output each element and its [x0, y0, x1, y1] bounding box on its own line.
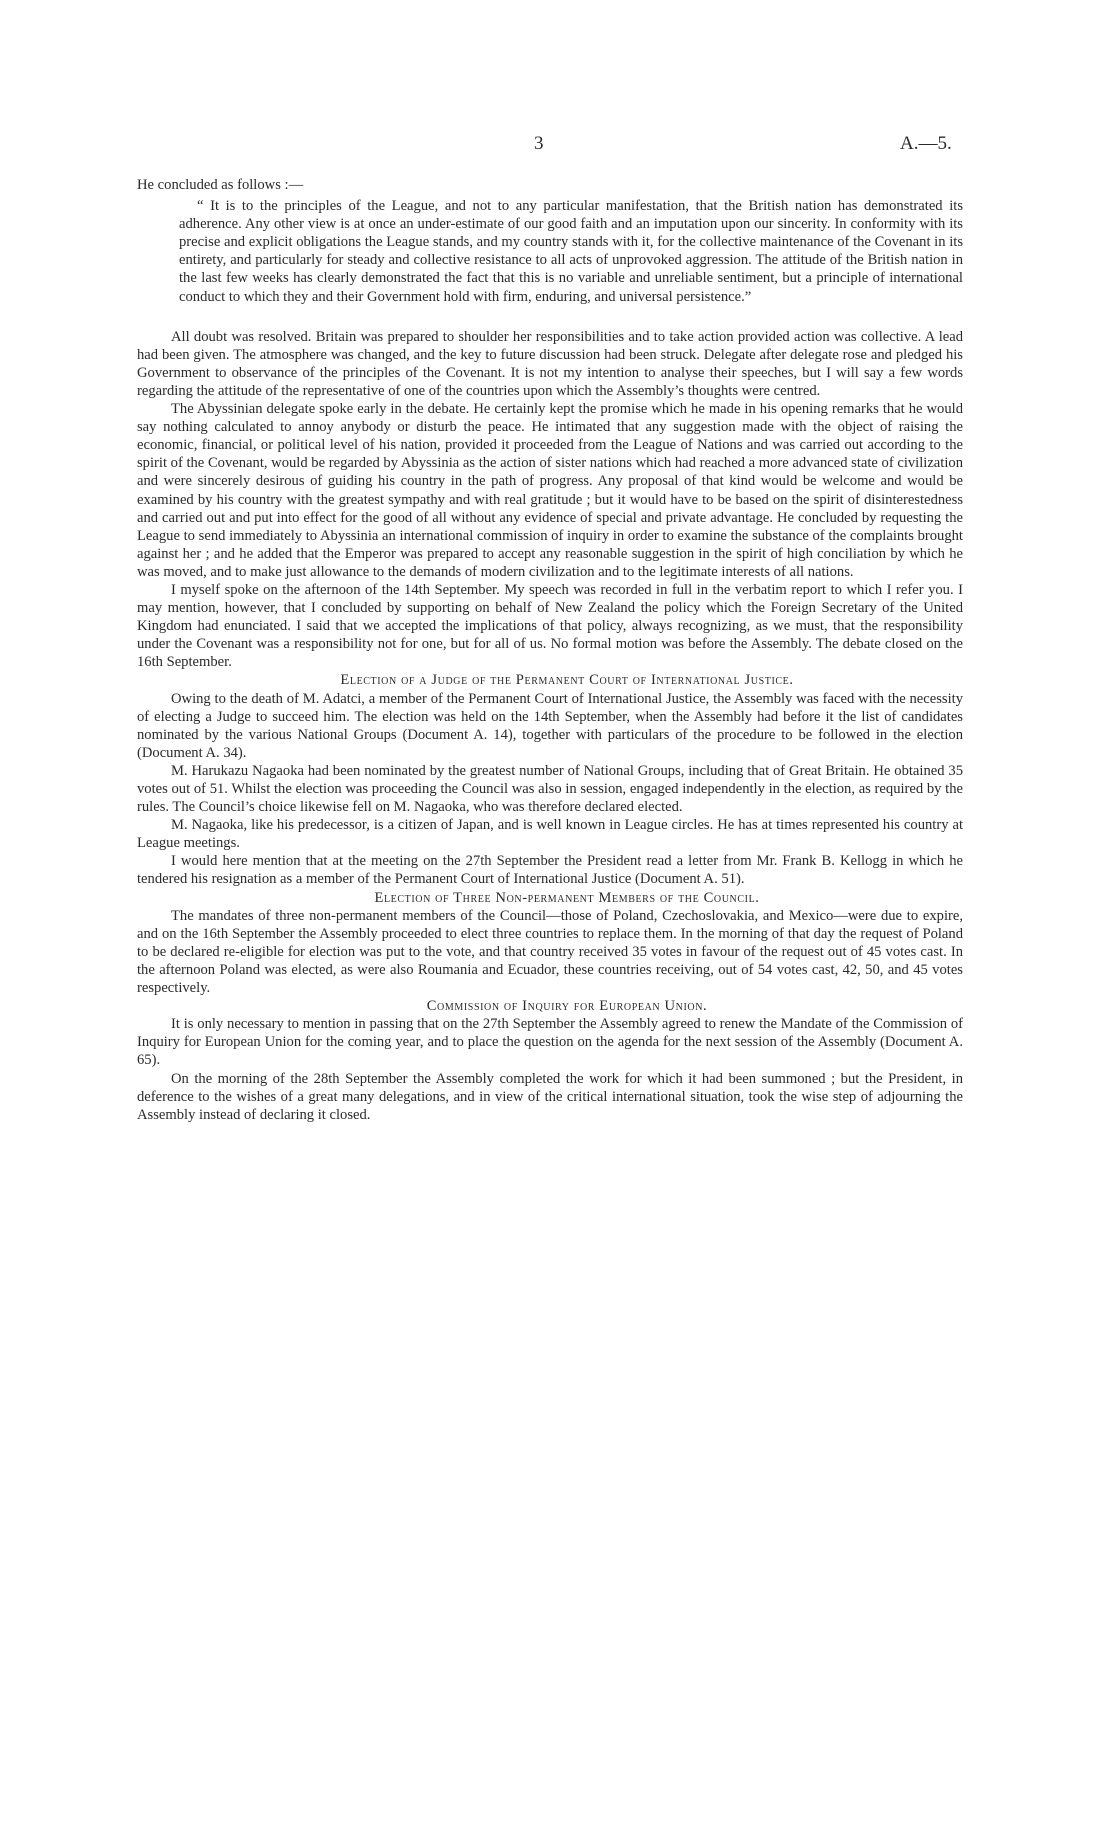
paragraph: I myself spoke on the afternoon of the 14th September. My speech was recorded in full in the verbatim report to which I refer you. I may mention, however, that I concluded by supporting on behalf of New Zealand the policy which the Foreign Secretary of the United Kingdom had enunciated. I said that we accepted the implications of that policy, always recognizing, as we must, that the responsibility under the Covenant was a responsibility not for one, but for all of us. No formal motion was before the Assembly. The debate closed on the 16th September.	[137, 581, 963, 671]
paragraph: Owing to the death of M. Adatci, a member of the Permanent Court of International Justice, the Assembly was faced with the necessity of electing a Judge to succeed him. The election was held on the 14th September, when the Assembly had before it the list of candidates nominated by the various National Groups (Document A. 14), together with particulars of the procedure to be followed in the election (Document A. 34).	[137, 690, 963, 761]
paragraph: All doubt was resolved. Britain was prepared to shoulder her responsibilities and to take action provided action was collective. A lead had been given. The atmosphere was changed, and the key to future discussion had been struck. Delegate after delegate rose and pledged his Government to observance of the principles of the Covenant. It is not my intention to analyse their speeches, but I will say a few words regarding the attitude of the representative of one of the countries upon which the Assembly’s thoughts were centred.	[137, 328, 963, 399]
paragraph: M. Harukazu Nagaoka had been nominated by the greatest number of National Groups, including that of Great Britain. He obtained 35 votes out of 51. Whilst the election was proceeding the Council was also in session, engaged independently in the election, as required by the rules. The Council’s choice likewise fell on M. Nagaoka, who was therefore declared elected.	[137, 762, 963, 816]
intro-line: He concluded as follows :—	[137, 177, 304, 193]
quote-text: “ It is to the principles of the League, and not to any particular manifestation, that the British nation has demonstrated its adherence. Any other view is at once an under-estimate of our good faith and an imputation upon our sincerity. In conformity with its precise and explicit obligations the League stands, and my country stands with it, for the collective maintenance of the Covenant in its entirety, and particularly for steady and collective resistance to all acts of unprovoked aggression. The attitude of the British nation in the last few weeks has clearly demonstrated the fact that this is no variable and unreliable sentiment, but a principle of international conduct to which they and their Government hold with firm, enduring, and universal persistence.”	[179, 198, 963, 305]
document-reference: A.—5.	[900, 133, 952, 154]
paragraph: M. Nagaoka, like his predecessor, is a citizen of Japan, and is well known in League circles. He has at times represented his country at League meetings.	[137, 817, 963, 852]
block-quote	[179, 197, 963, 306]
page-header	[0, 133, 1114, 157]
paragraph: It is only necessary to mention in passing that on the 27th September the Assembly agreed to renew the Mandate of the Commission of Inquiry for European Union for the coming year, and to place the question on the agenda for the next session of the Assembly (Document A. 65).	[137, 1016, 963, 1069]
section-heading-judge-election: Election of a Judge of the Permanent Court of International Justice.	[340, 672, 794, 689]
paragraph: On the morning of the 28th September the Assembly completed the work for which it had been summoned ; but the President, in deference to the wishes of a great many delegations, and in view of the critical international situation, took the wise step of adjourning the Assembly instead of declaring it closed.	[137, 1070, 963, 1123]
section-heading-european-union: Commission of Inquiry for European Union.	[426, 998, 708, 1015]
paragraph: I would here mention that at the meeting on the 27th September the President read a letter from Mr. Frank B. Kellogg in which he tendered his resignation as a member of the Permanent Court of International Justice (Document A. 51).	[137, 853, 963, 888]
paragraph: The mandates of three non-permanent members of the Council—those of Poland, Czechoslovakia, and Mexico—were due to expire, and on the 16th September the Assembly proceeded to elect three countries to replace them. In the morning of that day the request of Poland to be declared re-eligible for election was put to the vote, and that country received 35 votes in favour of the request out of 45 votes cast. In the afternoon Poland was elected, as were also Roumania and Ecuador, these countries receiving, out of 54 votes cast, 42, 50, and 45 votes respectively.	[137, 907, 963, 997]
section-heading-council-election: Election of Three Non-permanent Members of the Council.	[374, 889, 760, 906]
paragraph: The Abyssinian delegate spoke early in the debate. He certainly kept the promise which he made in his opening remarks that he would say nothing calculated to annoy anybody or disturb the peace. He intimated that any suggestion made with the object of raising the economic, financial, or political level of his nation, provided it proceeded from the League of Nations and was carried out according to the spirit of the Covenant, would be regarded by Abyssinia as the action of sister nations which had reached a more advanced state of civilization and were sincerely desirous of guiding his country in the path of progress. Any proposal of that kind would be welcome and would be examined by his country with the greatest sympathy and with real gratitude ; but it would have to be based on the spirit of disinterestedness and carried out and put into effect for the good of all without any evidence of special and private advantage. He concluded by requesting the League to send immediately to Abyssinia an international commission of inquiry in order to examine the substance of the complaints brought against her ; and he added that the Emperor was prepared to accept any reasonable suggestion in the spirit of high conciliation by which he was moved, and to make just allowance to the demands of modern civilization and to the legitimate interests of all nations.	[137, 401, 963, 580]
page-number: 3	[534, 133, 544, 154]
document-body	[137, 176, 963, 1124]
